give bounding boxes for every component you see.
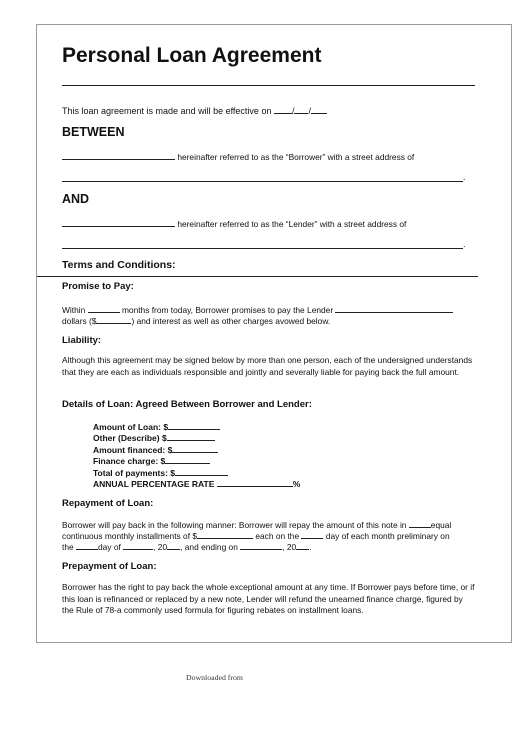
promise-line-1: Within months from today, Borrower promises to pay the Lender xyxy=(62,303,453,317)
effective-date-label: This loan agreement is made and will be effective on xyxy=(62,106,272,116)
terms-heading: Terms and Conditions: xyxy=(62,259,176,271)
details-heading: Details of Loan: Agreed Between Borrower and Lender: xyxy=(62,399,312,410)
start-day-field[interactable] xyxy=(76,540,98,550)
repayment-line-2: continuous monthly installments of $ each on the day of each month preliminary on xyxy=(62,531,450,541)
lender-name-field[interactable] xyxy=(62,217,175,227)
between-heading: BETWEEN xyxy=(62,125,125,139)
terms-rule xyxy=(37,276,478,277)
promise-heading: Promise to Pay: xyxy=(62,281,134,292)
apr-field[interactable] xyxy=(217,477,293,487)
liability-text: Although this agreement may be signed below by more than one person, each of the undersigned understands that they are each as individuals responsible and jointly and severally liable for paying back the full amount. xyxy=(62,355,473,377)
prepayment-text: Borrower has the right to pay back the whole exceptional amount at any time. If Borrower pays before time, or if this loan is refinanced or replaced by a new note, Lender will refund the unearned finance charge, figured by the Rule of 78-a commonly used formula for figuring rebates on installment loans. xyxy=(62,582,475,616)
effective-day-field[interactable] xyxy=(294,104,308,114)
lender-payee-field[interactable] xyxy=(335,303,453,313)
finance-charge-field[interactable] xyxy=(165,454,210,464)
borrower-line xyxy=(62,150,414,164)
title-rule xyxy=(62,85,475,86)
other-amount-field[interactable] xyxy=(167,431,215,441)
end-year-field[interactable] xyxy=(296,540,309,550)
lender-line xyxy=(62,217,406,231)
amount-of-loan-field[interactable] xyxy=(168,420,220,430)
promise-months-field[interactable] xyxy=(88,303,120,313)
effective-year-field[interactable] xyxy=(311,104,327,114)
footer-note: Downloaded from xyxy=(186,673,243,682)
borrower-name-field[interactable] xyxy=(62,150,175,160)
loan-details-block: Amount of Loan: $ Other (Describe) $ Amount financed: $ Finance charge: $ Total of payments: $ ANNUAL PERCENTAGE RATE % xyxy=(93,422,301,489)
borrower-label: hereinafter referred to as the “Borrower” with a street address of xyxy=(177,152,415,162)
start-year-field[interactable] xyxy=(167,540,180,550)
prepayment-heading: Prepayment of Loan: xyxy=(62,561,157,572)
repayment-line-1: Borrower will pay back in the following manner: Borrower will repay the amount of this note in equal xyxy=(62,520,452,530)
end-date-field[interactable] xyxy=(240,540,282,550)
repayment-line-3: the day of , 20 , and ending on , 20 . xyxy=(62,542,312,552)
repayment-heading: Repayment of Loan: xyxy=(62,498,154,509)
page-title: Personal Loan Agreement xyxy=(62,44,322,67)
installment-amount-field[interactable] xyxy=(197,529,253,539)
lender-label: hereinafter referred to as the “Lender” with a street address of xyxy=(177,219,407,229)
promise-amount-field[interactable] xyxy=(96,314,131,324)
start-month-field[interactable] xyxy=(123,540,153,550)
lender-address-field[interactable] xyxy=(62,248,463,249)
and-heading: AND xyxy=(62,192,90,206)
total-payments-field[interactable] xyxy=(175,466,228,476)
effective-month-field[interactable] xyxy=(274,104,292,114)
promise-line-2: dollars ($ ) and interest as well as other charges avowed below. xyxy=(62,316,331,326)
liability-heading: Liability: xyxy=(62,335,102,346)
borrower-address-field[interactable] xyxy=(62,181,463,182)
payment-day-field[interactable] xyxy=(301,529,323,539)
amount-financed-field[interactable] xyxy=(172,443,218,453)
effective-date-line: This loan agreement is made and will be effective on / / xyxy=(62,104,327,118)
installment-count-field[interactable] xyxy=(409,518,431,528)
